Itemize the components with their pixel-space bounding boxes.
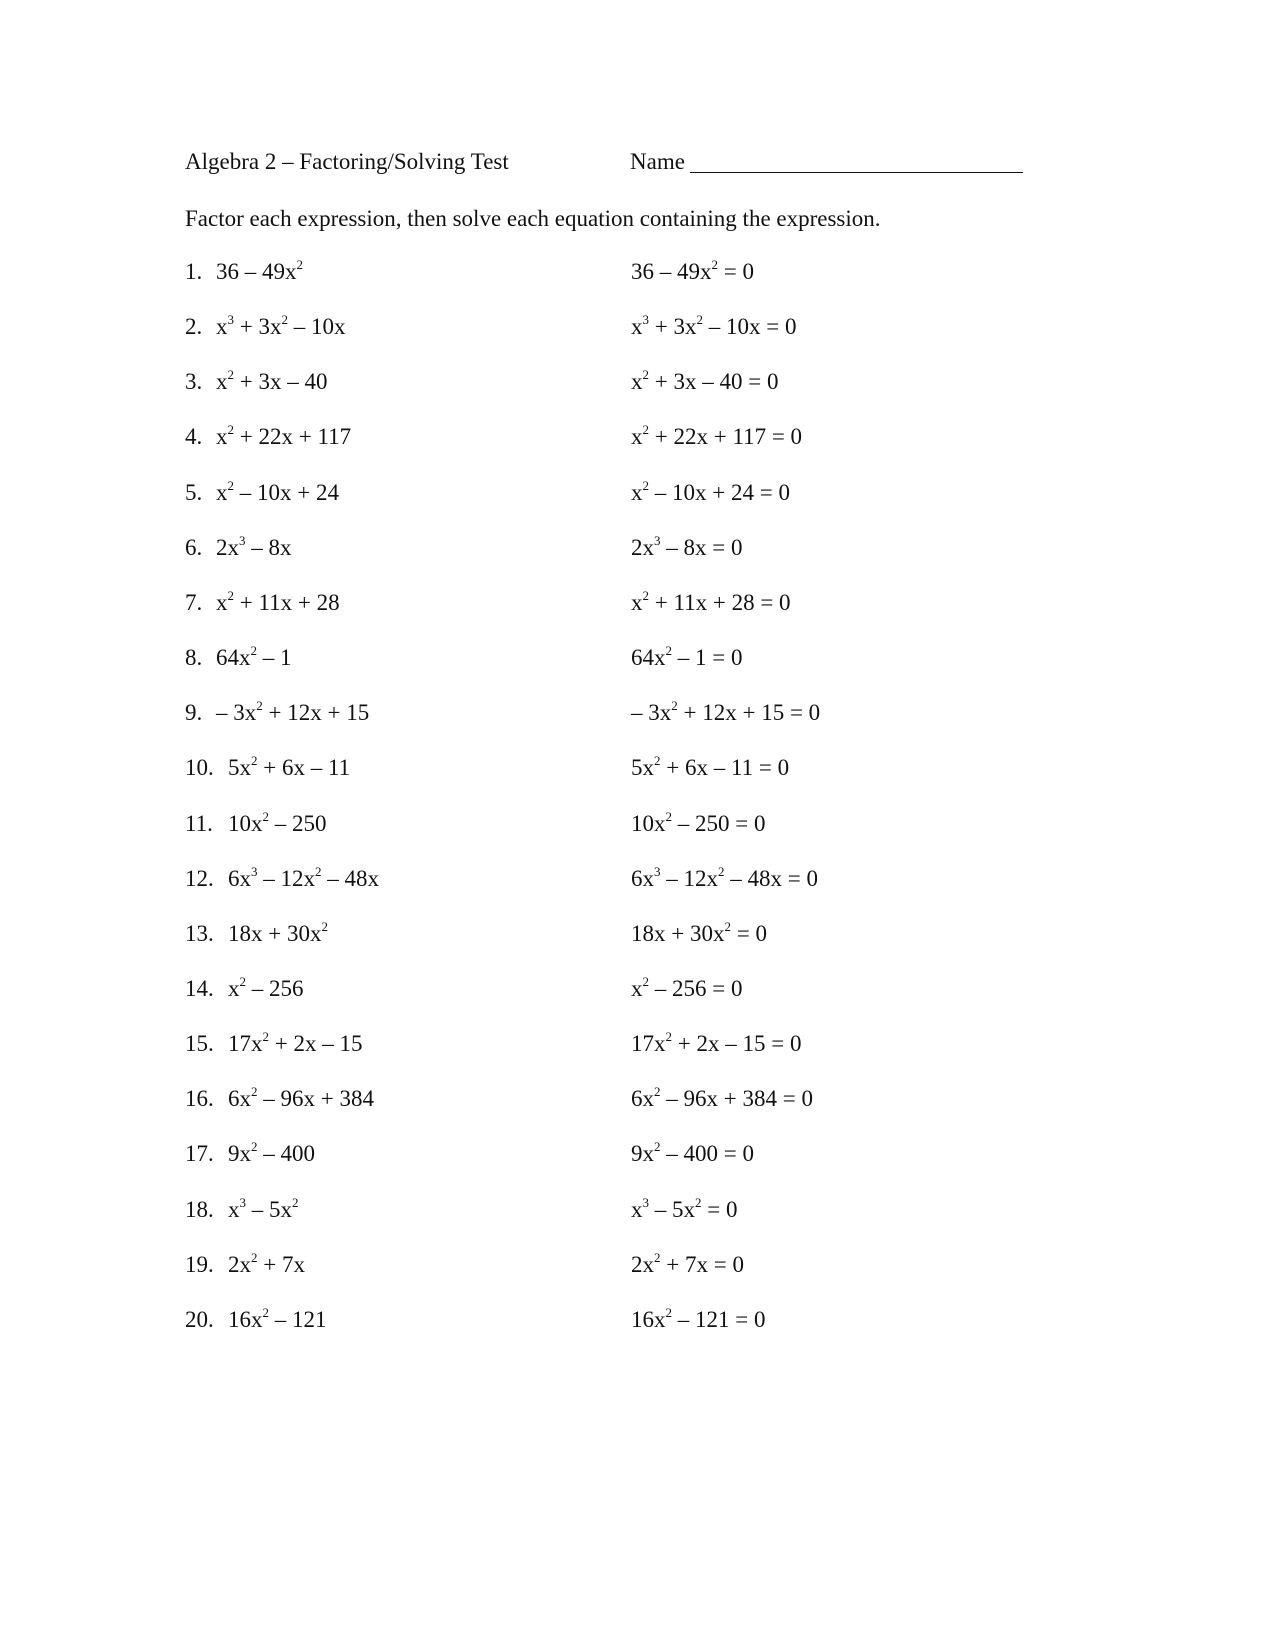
problem-equation: $6x^3 - 12x^2 - 48x = 0$ bbox=[631, 864, 818, 891]
problem-number: 16. bbox=[185, 1086, 214, 1111]
problem-row bbox=[0, 1305, 1275, 1345]
problem-equation: $16x^2 - 121 = 0$ bbox=[631, 1305, 766, 1332]
problem-expression: $9x^2 - 400$ bbox=[228, 1139, 315, 1166]
problem-number: 6. bbox=[185, 535, 203, 560]
problem-expression: $5x^2 + 6x - 11$ bbox=[228, 753, 351, 780]
problem-equation: $18x + 30x^2 = 0$ bbox=[631, 919, 767, 946]
problem-expression: $2x^3 - 8x$ bbox=[216, 533, 292, 560]
problem-row bbox=[0, 1250, 1275, 1290]
problem-equation: $9x^2 - 400 = 0$ bbox=[631, 1139, 754, 1166]
problem-number: 1. bbox=[185, 259, 203, 284]
problem-row bbox=[0, 1029, 1275, 1069]
problem-expression: $18x + 30x^2$ bbox=[228, 919, 328, 946]
problem-number: 11. bbox=[185, 811, 213, 836]
problem-number: 15. bbox=[185, 1031, 214, 1056]
problem-expression: $x^2 + 22x + 117$ bbox=[216, 422, 352, 449]
problem-row bbox=[0, 588, 1275, 628]
problem-row bbox=[0, 864, 1275, 904]
problem-expression: $x^3 - 5x^2$ bbox=[228, 1195, 299, 1222]
problem-row bbox=[0, 809, 1275, 849]
problem-row bbox=[0, 1195, 1275, 1235]
problem-expression: $64x^2 - 1$ bbox=[216, 643, 292, 670]
problem-row bbox=[0, 698, 1275, 738]
problem-row bbox=[0, 478, 1275, 518]
problem-expression: $36 - 49x^2$ bbox=[216, 257, 303, 284]
problem-expression: $6x^2 - 96x + 384$ bbox=[228, 1084, 374, 1111]
problem-expression: $10x^2 - 250$ bbox=[228, 809, 327, 836]
problem-number: 10. bbox=[185, 755, 214, 780]
problem-equation: $x^2 + 3x - 40 = 0$ bbox=[631, 367, 779, 394]
problem-number: 3. bbox=[185, 369, 203, 394]
problem-number: 5. bbox=[185, 480, 203, 505]
problem-expression: $x^3 + 3x^2 - 10x$ bbox=[216, 312, 346, 339]
problem-equation: $36 - 49x^2 = 0$ bbox=[631, 257, 754, 284]
problem-number: 8. bbox=[185, 645, 203, 670]
problem-row bbox=[0, 367, 1275, 407]
problem-expression: $x^2 + 11x + 28$ bbox=[216, 588, 340, 615]
problem-equation: $64x^2 - 1 = 0$ bbox=[631, 643, 743, 670]
problem-expression: $x^2 + 3x - 40$ bbox=[216, 367, 328, 394]
problem-number: 19. bbox=[185, 1252, 214, 1277]
problem-number: 13. bbox=[185, 921, 214, 946]
problem-number: 9. bbox=[185, 700, 203, 725]
problem-number: 20. bbox=[185, 1307, 214, 1332]
problem-expression: $16x^2 - 121$ bbox=[228, 1305, 327, 1332]
problem-equation: – $3x^2 + 12x + 15 = 0$ bbox=[631, 698, 821, 725]
problem-equation: $5x^2 + 6x - 11 = 0$ bbox=[631, 753, 790, 780]
problem-row bbox=[0, 919, 1275, 959]
problem-equation: $x^2 - 256 = 0$ bbox=[631, 974, 743, 1001]
problem-row bbox=[0, 974, 1275, 1014]
problem-equation: $17x^2 + 2x - 15 = 0$ bbox=[631, 1029, 802, 1056]
problem-number: 17. bbox=[185, 1141, 214, 1166]
problem-row bbox=[0, 753, 1275, 793]
problem-row bbox=[0, 1084, 1275, 1124]
problem-row bbox=[0, 422, 1275, 462]
problem-equation: $x^3 - 5x^2 = 0$ bbox=[631, 1195, 738, 1222]
name-label: Name bbox=[630, 149, 685, 174]
problem-expression: $6x^3 - 12x^2 - 48x$ bbox=[228, 864, 379, 891]
problem-number: 2. bbox=[185, 314, 203, 339]
problem-equation: $x^2 + 11x + 28 = 0$ bbox=[631, 588, 791, 615]
problem-expression: – $3x^2 + 12x + 15$ bbox=[216, 698, 370, 725]
problem-number: 18. bbox=[185, 1197, 214, 1222]
problem-expression: $2x^2 + 7x$ bbox=[228, 1250, 305, 1277]
problem-row bbox=[0, 312, 1275, 352]
problem-equation: $x^2 + 22x + 117 = 0$ bbox=[631, 422, 803, 449]
instructions: Factor each expression, then solve each equation containing the expression. bbox=[185, 206, 881, 231]
problem-equation: $x^2 - 10x + 24 = 0$ bbox=[631, 478, 790, 505]
page-title: Algebra 2 – Factoring/Solving Test bbox=[185, 149, 509, 174]
problem-expression: $x^2 - 10x + 24$ bbox=[216, 478, 339, 505]
problem-row bbox=[0, 643, 1275, 683]
problem-equation: $10x^2 - 250 = 0$ bbox=[631, 809, 766, 836]
problem-number: 7. bbox=[185, 590, 203, 615]
problem-expression: $x^2 - 256$ bbox=[228, 974, 304, 1001]
problem-equation: $6x^2 - 96x + 384 = 0$ bbox=[631, 1084, 813, 1111]
problem-row bbox=[0, 533, 1275, 573]
problem-number: 14. bbox=[185, 976, 214, 1001]
problem-row bbox=[0, 1139, 1275, 1179]
problem-row bbox=[0, 257, 1275, 297]
problem-number: 12. bbox=[185, 866, 214, 891]
problem-number: 4. bbox=[185, 424, 203, 449]
problem-equation: $2x^3 - 8x = 0$ bbox=[631, 533, 743, 560]
problem-equation: $2x^2 + 7x = 0$ bbox=[631, 1250, 744, 1277]
problem-expression: $17x^2 + 2x - 15$ bbox=[228, 1029, 363, 1056]
problem-equation: $x^3 + 3x^2 - 10x = 0$ bbox=[631, 312, 797, 339]
